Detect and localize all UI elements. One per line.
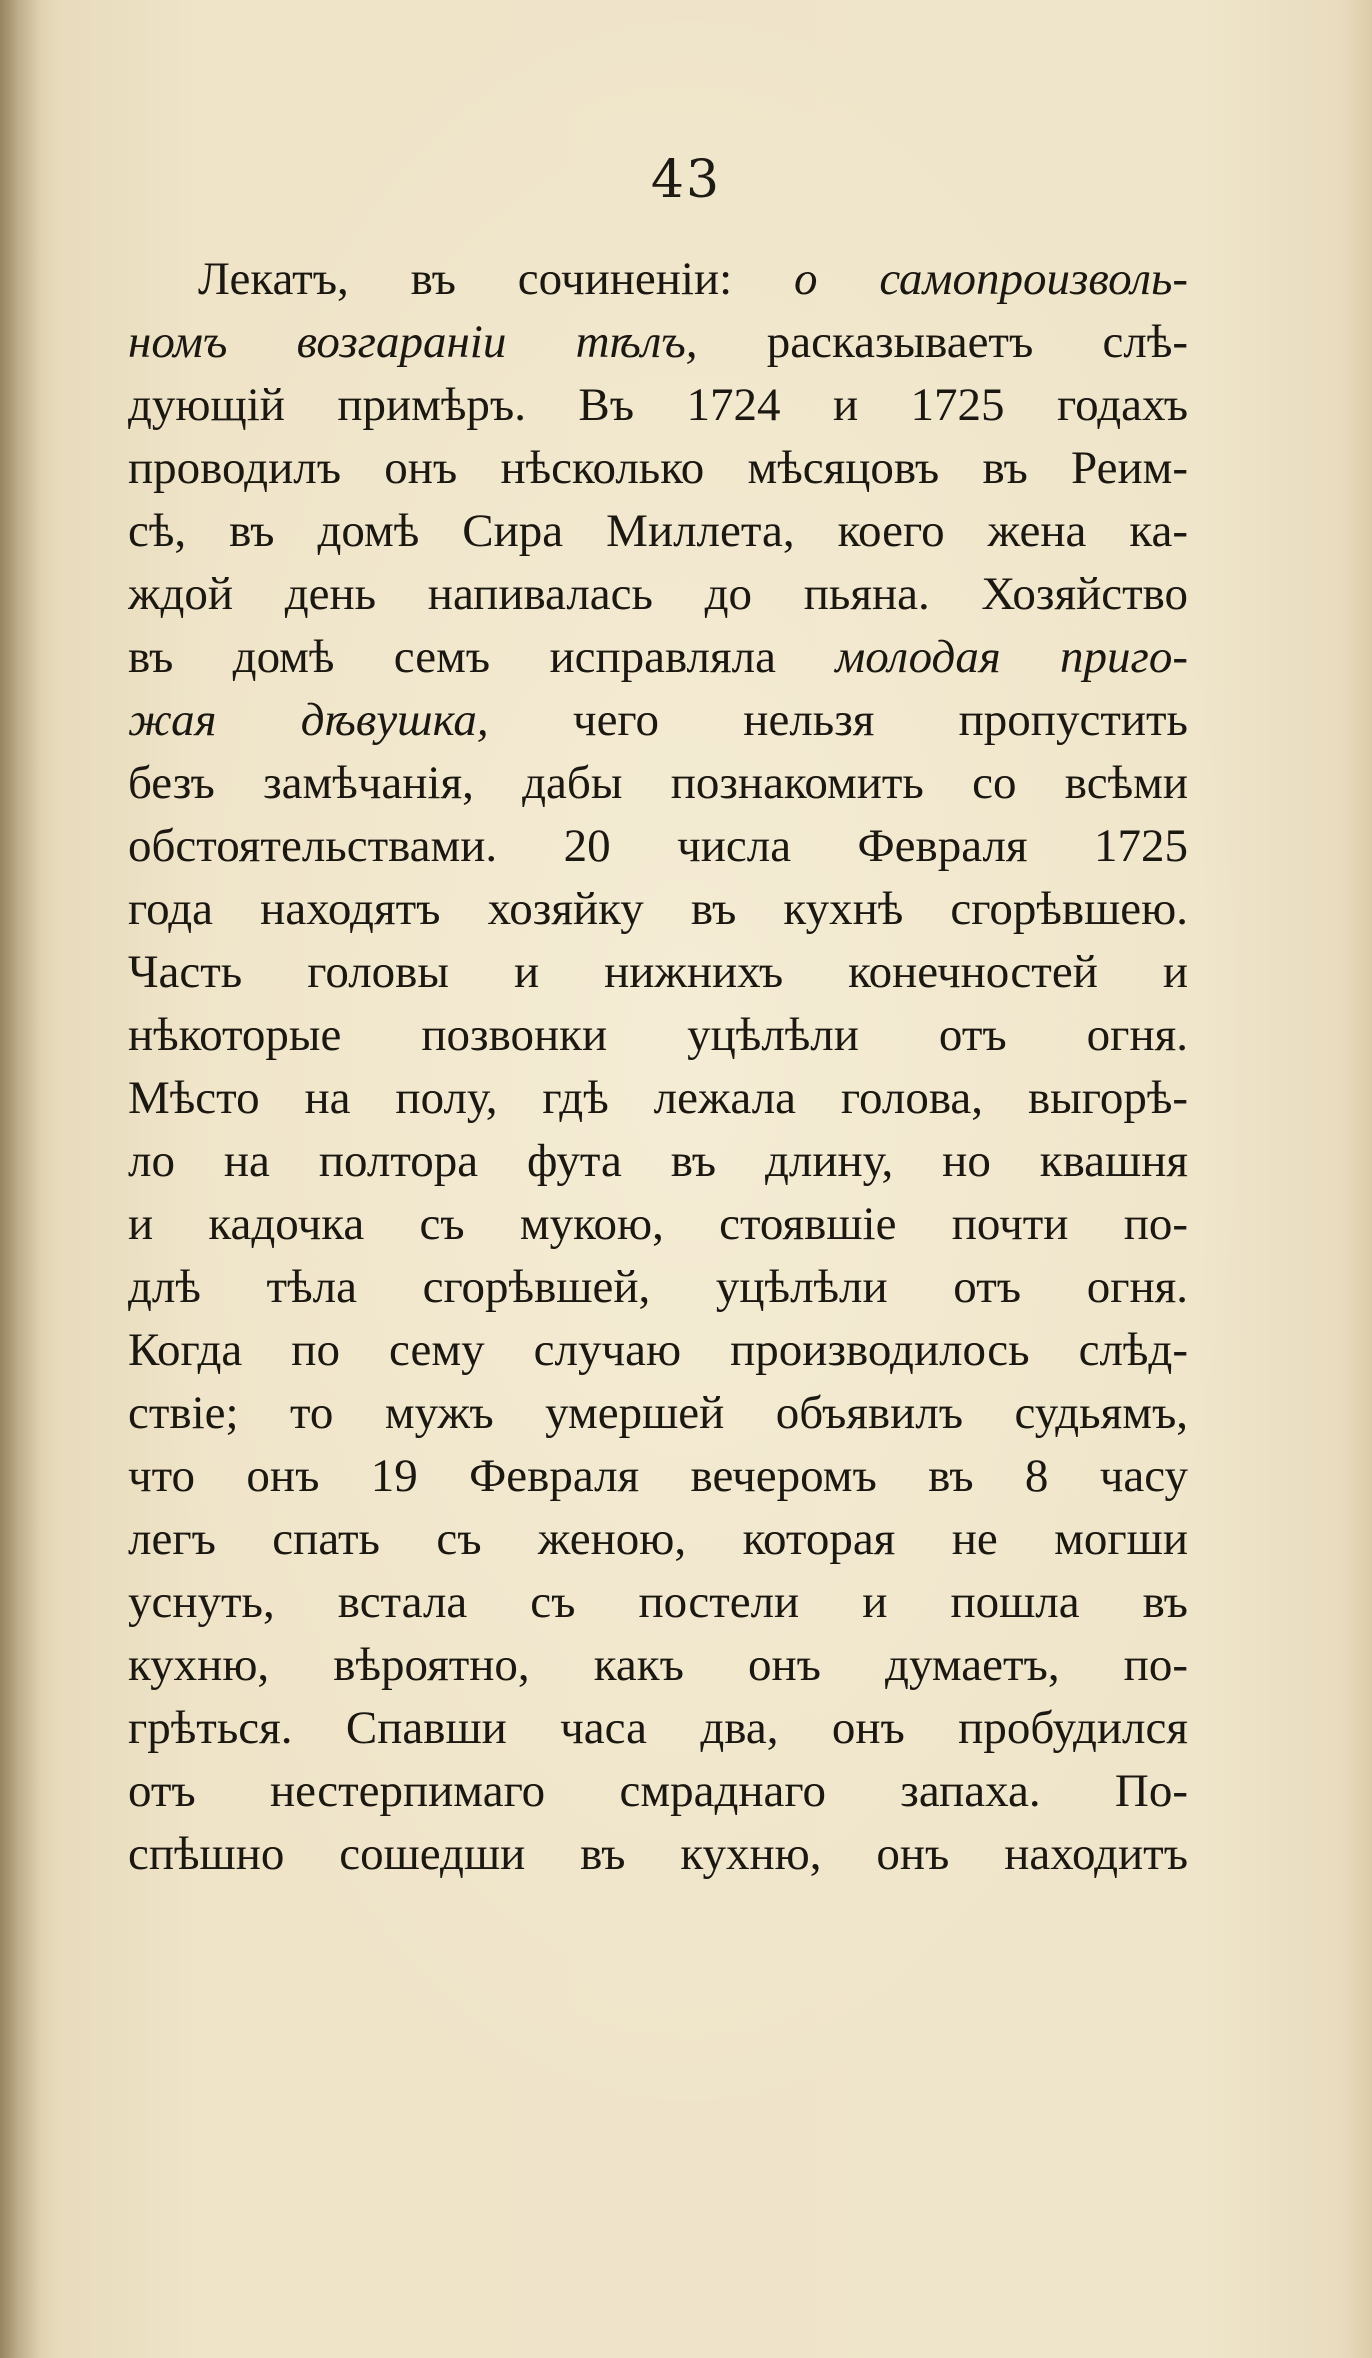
text-line (128, 878, 1188, 941)
text-run: года находятъ хозяйку въ кухнѣ сгорѣвшею. (128, 883, 1188, 935)
text-line (128, 1760, 1188, 1823)
text-line (128, 563, 1188, 626)
text-line (128, 689, 1188, 752)
text-run: нѣкоторые позвонки уцѣлѣли отъ огня. (128, 1009, 1188, 1061)
text-line (128, 437, 1188, 500)
text-run: отъ нестерпимаго смраднаго запаха. По- (128, 1765, 1188, 1817)
text-line (128, 626, 1188, 689)
text-run: уснуть, встала съ постели и пошла въ (128, 1576, 1188, 1628)
text-run: Мѣсто на полу, гдѣ лежала голова, выгорѣ- (128, 1072, 1188, 1124)
page-number: 43 (650, 150, 722, 210)
italic-text: жая дѣвушка, (128, 694, 489, 746)
text-line (128, 1130, 1188, 1193)
text-line (128, 752, 1188, 815)
text-run: и кадочка съ мукою, стоявшіе почти по- (128, 1198, 1188, 1250)
text-run: что онъ 19 Февраля вечеромъ въ 8 часу (128, 1450, 1188, 1502)
text-run: ждой день напивалась до пьяна. Хозяйство (128, 568, 1188, 620)
text-line (128, 941, 1188, 1004)
body-text (128, 248, 1188, 1886)
text-run: чего нельзя пропустить (488, 694, 1188, 746)
text-line (128, 1193, 1188, 1256)
text-run: ствіе; то мужъ умершей объявилъ судьямъ, (128, 1387, 1188, 1439)
italic-text: молодая приго- (835, 631, 1188, 683)
gutter-shadow (0, 0, 40, 2358)
italic-text: о самопроизволь- (794, 253, 1188, 305)
text-run: дующій примѣръ. Въ 1724 и 1725 годахъ (128, 379, 1188, 431)
text-line (128, 1067, 1188, 1130)
text-run: спѣшно сошедши въ кухню, онъ находитъ (128, 1828, 1188, 1880)
text-line (128, 1508, 1188, 1571)
text-run: кухню, вѣроятно, какъ онъ думаетъ, по- (128, 1639, 1188, 1691)
text-line (128, 311, 1188, 374)
text-line (128, 1571, 1188, 1634)
text-run: обстоятельствами. 20 числа Февраля 1725 (128, 820, 1188, 872)
text-run: расказываетъ слѣ- (697, 316, 1188, 368)
text-line (128, 1823, 1188, 1886)
text-run: легъ спать съ женою, которая не могши (128, 1513, 1188, 1565)
text-run: длѣ тѣла сгорѣвшей, уцѣлѣли отъ огня. (128, 1261, 1188, 1313)
text-line (128, 1697, 1188, 1760)
italic-text: номъ возгараніи тѣлъ, (128, 316, 698, 368)
text-run: въ домѣ семъ исправляла (128, 631, 836, 683)
text-line (128, 1256, 1188, 1319)
text-line (128, 500, 1188, 563)
text-run: проводилъ онъ нѣсколько мѣсяцовъ въ Реим- (128, 442, 1188, 494)
text-run: Когда по сему случаю производилось слѣд- (128, 1324, 1188, 1376)
text-line (128, 1445, 1188, 1508)
text-line (128, 815, 1188, 878)
text-line (128, 1319, 1188, 1382)
text-run: сѣ, въ домѣ Сира Миллета, коего жена ка- (128, 505, 1188, 557)
text-run: безъ замѣчанія, дабы познакомить со всѣми (128, 757, 1188, 809)
text-run: грѣться. Спавши часа два, онъ пробудился (128, 1702, 1188, 1754)
text-line (128, 1634, 1188, 1697)
text-line (128, 1382, 1188, 1445)
text-line (128, 1004, 1188, 1067)
text-run: ло на полтора фута въ длину, но квашня (128, 1135, 1188, 1187)
text-run: Часть головы и нижнихъ конечностей и (128, 946, 1188, 998)
text-run: Лекатъ, въ сочиненіи: (198, 253, 795, 305)
text-line (128, 374, 1188, 437)
text-line (128, 248, 1188, 311)
